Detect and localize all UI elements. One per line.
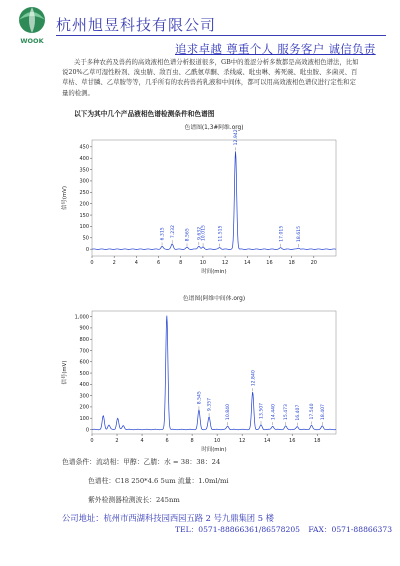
header-divider xyxy=(56,35,386,36)
chart-1-peak-label: 9.632 xyxy=(197,226,203,240)
chart-1-title: 色谱图(1,3#阿维.org) xyxy=(184,125,244,131)
chart-1-y-tick-label: 0 xyxy=(85,246,89,253)
chart-1-y-tick-label: 300 xyxy=(79,178,89,185)
chart-1-y-tick-label: 250 xyxy=(79,190,89,197)
chart-2-y-tick-label: 900 xyxy=(79,325,89,332)
chart-2-y-axis-label: 信号(mV) xyxy=(62,360,68,385)
logo-text: WOOK xyxy=(20,37,44,45)
chart-2-x-tick-label: 10 xyxy=(213,438,221,444)
chart-2-title: 色谱图(阿维中间体.org) xyxy=(182,296,246,302)
chart-1-y-tick-label: 200 xyxy=(79,201,89,208)
chart-1-y-axis-label: 信号(mV) xyxy=(62,186,68,210)
chart-1-x-tick-label: 8 xyxy=(179,260,183,266)
chart-1-y-tick-label: 450 xyxy=(79,144,89,151)
chart-1-peak-label: 17.015 xyxy=(279,225,285,242)
chart-2-y-tick-label: 200 xyxy=(79,404,89,411)
chart-2-x-tick-label: 8 xyxy=(190,438,194,444)
chart-2-y-tick-label: 800 xyxy=(79,337,89,344)
chart-1-x-tick-label: 14 xyxy=(244,260,251,266)
chart-2-y-tick-label: 300 xyxy=(79,393,89,400)
chart-1-peak-label: 8.565 xyxy=(185,228,191,242)
chart-2-peak-label: 15.473 xyxy=(284,404,290,421)
chart-1-peak-label: 11.515 xyxy=(218,225,224,242)
chart-2-y-tick-label: 0 xyxy=(85,427,89,434)
chart-2-y-tick-label: 400 xyxy=(79,382,89,389)
chart-1-x-tick-label: 18 xyxy=(288,260,295,266)
chart-2-x-tick-label: 2 xyxy=(115,438,119,444)
chart-1-x-tick-label: 6 xyxy=(156,260,161,266)
chart-2-x-tick-label: 4 xyxy=(140,438,144,444)
chart-1-peak-label: 6.315 xyxy=(160,227,166,241)
chart-2-peak-label: 9.357 xyxy=(207,397,213,412)
chart-2-peak-label: 16.407 xyxy=(295,404,301,421)
chart-2-y-tick-label: 600 xyxy=(79,359,89,366)
chart-2-x-axis-label: 时间(min) xyxy=(201,447,227,453)
chart-2-peak-label: 13.507 xyxy=(259,402,265,419)
contact-numbers xyxy=(175,524,398,535)
company-name: 杭州旭昱科技有限公司 xyxy=(56,16,217,34)
chart-2-x-tick-label: 6 xyxy=(165,438,169,444)
company-logo xyxy=(14,4,50,46)
chart-2-x-tick-label: 16 xyxy=(289,438,296,444)
wavelength-condition: 紫外检测器检测波长：245nm xyxy=(88,496,180,504)
mobile-phase-condition: 色谱条件：流动相：甲醇：乙腈：水 = 38：38：24 xyxy=(62,458,221,466)
section-heading: 以下为其中几个产品液相色谱检测条件和色谱图 xyxy=(74,110,215,118)
chart-2-x-tick-label: 12 xyxy=(238,438,246,444)
chart-2-peak-label: 10.840 xyxy=(226,404,232,421)
chart-1-x-tick-label: 4 xyxy=(134,260,138,266)
chart-1-y-tick-label: 400 xyxy=(79,155,89,162)
chart-2-peak-label: 8.545 xyxy=(197,391,203,405)
chromatogram-2-svg xyxy=(58,291,344,456)
chart-1-x-axis-label: 时间(min) xyxy=(201,269,227,275)
chart-2-peak-label: 14.440 xyxy=(271,404,277,421)
chart-1-x-tick-label: 10 xyxy=(199,260,207,266)
chart-2-y-tick-label: 500 xyxy=(79,370,89,377)
intro-paragraph: 关于多种农药及兽药的高效液相色谱分析报道很多，GB中的羞涩分析多数都是高效液相色谱法，比如说20%乙草可湿性粉剂、溴虫腈、敌百虫、乙酰氨草酮、杀线威、吡虫啉、莠死碗、吡虫胺、多菌灵、百草枯、草甘膦、乙草胺等等，几乎所有的农药兽药乳液和中间体，都可以用高效液相色谱仪进行定性和定量的检测。 xyxy=(62,58,359,97)
chromatogram-1-svg xyxy=(58,120,344,278)
telephone: TEL：0571-88866361/86578205 xyxy=(175,525,300,534)
column-condition: 色谱柱：C18 250*4.6 5um 流量：1.0ml/mi xyxy=(88,477,229,485)
chart-2-x-tick-label: 14 xyxy=(263,438,271,444)
chart-1-y-tick-label: 50 xyxy=(82,235,89,242)
chart-2-y-tick-label: 1,000 xyxy=(74,314,89,321)
chart-2-y-tick-label: 700 xyxy=(79,348,89,355)
company-address: 公司地址：杭州市西湖科技园西园五路 2 号九鼎集团 5 楼 xyxy=(62,513,274,523)
chart-1-x-tick-label: 20 xyxy=(310,260,318,266)
chart-2-peak-label: 12.840 xyxy=(251,370,257,387)
chart-1-y-tick-label: 350 xyxy=(79,167,89,174)
chart-1-x-tick-label: 0 xyxy=(90,260,94,266)
chart-1-peak-label: 7.232 xyxy=(170,225,176,239)
chart-1-x-tick-label: 12 xyxy=(221,260,229,266)
chart-1-peak-label: 10.015 xyxy=(201,225,207,242)
chart-2-x-tick-label: 18 xyxy=(314,438,321,444)
company-slogan: 追求卓越 尊重个人 服务客户 诚信负责 xyxy=(175,42,376,56)
chromatogram-chart-1 xyxy=(58,120,344,278)
chart-1-y-tick-label: 100 xyxy=(79,224,89,231)
chart-1-x-tick-label: 16 xyxy=(266,260,273,266)
chart-1-peak-label: 18.615 xyxy=(297,225,303,243)
chart-1-x-tick-label: 2 xyxy=(112,260,116,266)
chromatogram-chart-2 xyxy=(58,291,344,456)
chart-2-peak-label: 18.407 xyxy=(320,404,326,421)
chart-2-x-tick-label: 0 xyxy=(90,438,94,444)
fax: FAX：0571-88866373 xyxy=(308,525,393,534)
chart-2-peak-label: 17.540 xyxy=(310,403,316,420)
chart-2-y-tick-label: 100 xyxy=(79,416,89,423)
chart-1-peak-label: 12.942 xyxy=(234,129,240,146)
chart-1-y-tick-label: 150 xyxy=(79,212,89,219)
